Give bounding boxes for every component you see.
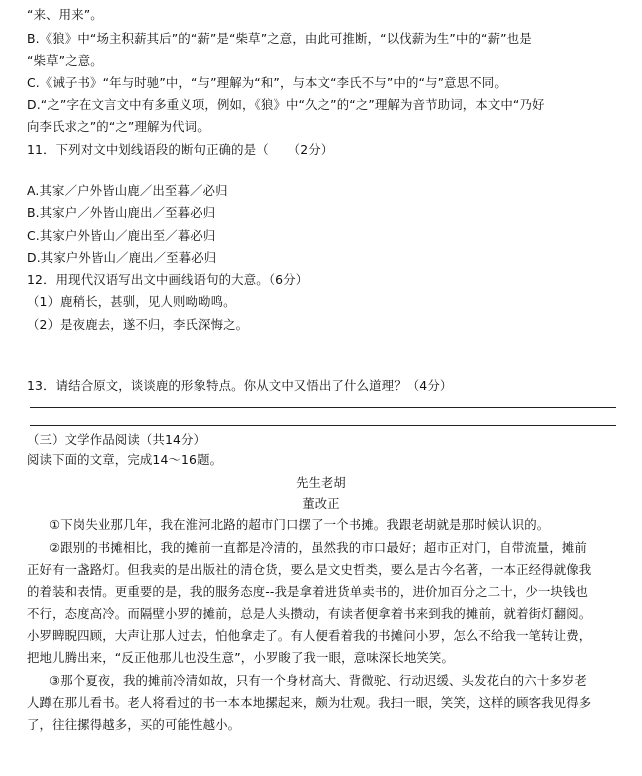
option-c: C.《诫子书》“年与时驰”中，“与”理解为“和”，与本文“李氏不与”中的“与”意思不同。 xyxy=(27,75,507,90)
option-d-line-1: D.“之”字在文言文中有多重义项，例如，《狼》中“久之”的“之”理解为音节助词，本文中“乃好 xyxy=(27,97,545,112)
option-d-line-2: 向李氏求之”的“之”理解为代词。 xyxy=(27,119,210,134)
paragraph-3-line-3: 了，往往摞得越多，买的可能性越小。 xyxy=(27,717,241,732)
paragraph-2-line-3: 的着装和表情。更重要的是，我的服务态度--我是拿着进货单卖书的，进价加百分之二十，少一块钱也 xyxy=(27,584,589,599)
section-heading: （三）文学作品阅读（共14分） xyxy=(27,432,207,447)
question-11-option-d: D.其家户外皆山／鹿出／至暮必归 xyxy=(27,250,217,265)
option-b-line-1: B.《狼》中“场主积薪其后”的“薪”是“柴草”之意，由此可推断，“以伐薪为生”中的“薪”也是 xyxy=(27,31,532,46)
paragraph-2-line-1: ②跟别的书摊相比，我的摊前一直都是冷清的，虽然我的市口最好；超市正对门，自带流量，摊前 xyxy=(49,540,587,555)
paragraph-2-line-2: 正好有一盏路灯。但我卖的是出版社的清仓货，要么是文史哲类，要么是古今名著，一本正经得就像我 xyxy=(27,562,592,577)
answer-line-1 xyxy=(30,407,616,408)
article-title: 先生老胡 xyxy=(296,475,346,490)
question-11-stem: 11．下列对文中划线语段的断句正确的是（ （2分） xyxy=(27,142,334,157)
question-11-option-a: A.其家／户外皆山鹿／出至暮／必归 xyxy=(27,183,228,198)
question-12-stem: 12．用现代汉语写出文中画线语句的大意。（6分） xyxy=(27,272,309,287)
question-11-option-b: B.其家户／外皆山鹿出／至暮必归 xyxy=(27,205,216,220)
option-b-line-2: “柴草”之意。 xyxy=(27,53,103,68)
article-author: 董改正 xyxy=(302,496,340,511)
paragraph-2-line-5: 小罗睥睨四顾，大声让那人过去，怕他拿走了。有人便看着我的书摊问小罗，怎么不给我一笔转让费， xyxy=(27,628,592,643)
paragraph-3-line-1: ③那个夏夜，我的摊前冷清如故，只有一个身材高大、背微驼、行动迟缓、头发花白的六十多岁老 xyxy=(49,673,587,688)
question-11-option-c: C.其家户外皆山／鹿出至／暮必归 xyxy=(27,228,216,243)
question-13-stem: 13．请结合原文，谈谈鹿的形象特点。你从文中又悟出了什么道理？（4分） xyxy=(27,378,453,393)
paragraph-2-line-6: 把地儿腾出来，“反正他那儿也没生意”，小罗睃了我一眼，意味深长地笑笑。 xyxy=(27,650,454,665)
section-instruction: 阅读下面的文章，完成14～16题。 xyxy=(27,452,223,467)
paragraph-1: ①下岗失业那几年，我在淮河北路的超市门口摆了一个书摊。我跟老胡就是那时候认识的。 xyxy=(49,517,550,532)
paragraph-3-line-2: 人蹲在那儿看书。老人将看过的书一本本地摞起来，颇为壮观。我扫一眼，笑笑，这样的顾客我见得多 xyxy=(27,695,592,710)
answer-line-2 xyxy=(30,425,616,426)
question-12-sentence-1: （1）鹿稍长，甚驯，见人则呦呦鸣。 xyxy=(27,294,236,309)
option-a-tail: “来、用来”。 xyxy=(27,7,103,22)
paragraph-2-line-4: 不行，态度高冷。而隔壁小罗的摊前，总是人头攒动，有读者便拿着书来到我的摊前，就着街灯翻阅。 xyxy=(27,606,592,621)
question-12-sentence-2: （2）是夜鹿去，遂不归，李氏深悔之。 xyxy=(27,317,249,332)
